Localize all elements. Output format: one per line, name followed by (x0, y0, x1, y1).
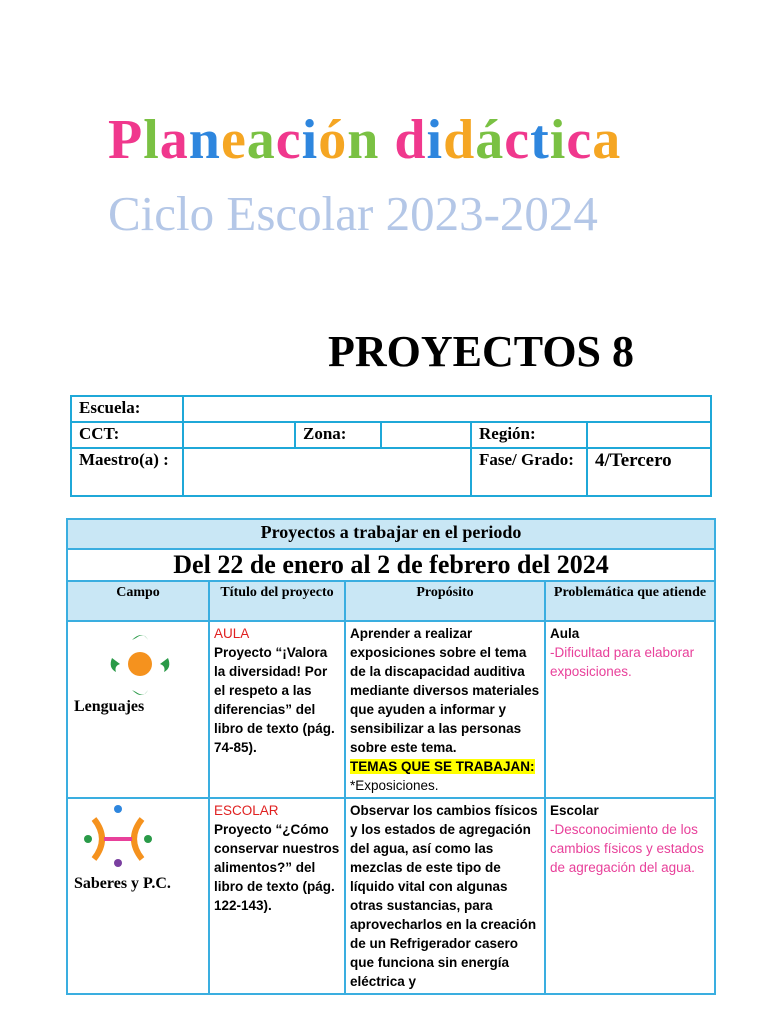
titulo-cell (209, 798, 345, 994)
col-titulo: Título del proyecto (209, 581, 345, 621)
lenguajes-logo-icon (102, 626, 192, 706)
zona-label: Zona: (295, 422, 381, 448)
region-value (587, 422, 711, 448)
maestro-value (183, 448, 471, 496)
campo-name: Saberes y P.C. (74, 875, 171, 892)
document-title (108, 108, 621, 172)
temas-label: TEMAS QUE SE TRABAJAN: (350, 759, 535, 774)
temas-text: *Exposiciones. (350, 778, 439, 793)
saberes-logo-icon (74, 803, 164, 873)
proposito-cell (345, 798, 545, 994)
campo-cell (67, 798, 209, 994)
cct-value (183, 422, 295, 448)
title-letter: c (275, 109, 302, 171)
problematica-cell (545, 798, 715, 994)
prob-title: Escolar (550, 803, 599, 818)
campo-name: Lenguajes (74, 698, 145, 715)
plan-heading: Proyectos a trabajar en el periodo (67, 519, 715, 549)
title-letter: i (301, 109, 319, 171)
region-label: Región: (471, 422, 587, 448)
projects-heading: PROYECTOS 8 (328, 327, 635, 376)
table-row (67, 621, 715, 798)
titulo-cell (209, 621, 345, 798)
title-letter: á (475, 109, 505, 171)
prob-text: -Desconocimiento de los cambios físicos y estados de agregación del agua. (550, 822, 704, 875)
proposito-cell (345, 621, 545, 798)
proposito-text: Aprender a realizar exposiciones sobre el tema de la discapacidad auditiva mediante diversos materiales que ayuden a informar y sensibilizar a las personas sobre este tema. (350, 626, 540, 755)
col-proposito: Propósito (345, 581, 545, 621)
escuela-value (183, 396, 711, 422)
school-year-subtitle: Ciclo Escolar 2023-2024 (108, 186, 598, 241)
maestro-label: Maestro(a) : (71, 448, 183, 496)
title-letter: d (443, 109, 476, 171)
proposito-text: Observar los cambios físicos y los estados de agregación del agua, así como las mezclas de este tipo de líquido vital con algunas otras sustancias, para aprovecharlos en la creación de un Refrigerador casero que funciona sin energía eléctrica y (350, 803, 538, 989)
campo-cell (67, 621, 209, 798)
title-letter: i (426, 109, 444, 171)
title-letter: c (566, 109, 593, 171)
title-letter: ó (318, 109, 348, 171)
title-letter: d (394, 109, 427, 171)
fase-value: 4/Tercero (587, 448, 711, 496)
titulo-text: Proyecto “¡Valora la diversidad! Por el respeto a las diferencias” del libro de texto (pág. 74-85). (214, 645, 335, 755)
col-campo: Campo (67, 581, 209, 621)
title-letter: a (159, 109, 189, 171)
escenario-label: AULA (214, 626, 250, 641)
titulo-text: Proyecto “¿Cómo conservar nuestros alimentos?” del libro de texto (pág. 122-143). (214, 822, 340, 913)
title-letter: e (220, 109, 247, 171)
title-letter: c (504, 109, 531, 171)
plan-period: Del 22 de enero al 2 de febrero del 2024 (67, 549, 715, 581)
cct-label: CCT: (71, 422, 183, 448)
fase-label: Fase/ Grado: (471, 448, 587, 496)
title-letter: P (108, 109, 144, 171)
title-letter: l (143, 109, 160, 171)
escuela-label: Escuela: (71, 396, 183, 422)
school-info-table (70, 395, 712, 497)
title-letter: n (188, 109, 221, 171)
title-letter: i (549, 109, 567, 171)
prob-title: Aula (550, 626, 580, 641)
title-letter: a (592, 109, 622, 171)
prob-text: -Dificultad para elaborar exposiciones. (550, 645, 695, 679)
title-letter: t (530, 109, 550, 171)
problematica-cell (545, 621, 715, 798)
col-problematica: Problemática que atiende (545, 581, 715, 621)
projects-table (66, 518, 716, 995)
title-letter: a (246, 109, 276, 171)
title-letter (379, 109, 394, 171)
title-letter: n (347, 109, 380, 171)
table-row (67, 798, 715, 994)
zona-value (381, 422, 471, 448)
escenario-label: ESCOLAR (214, 803, 279, 818)
